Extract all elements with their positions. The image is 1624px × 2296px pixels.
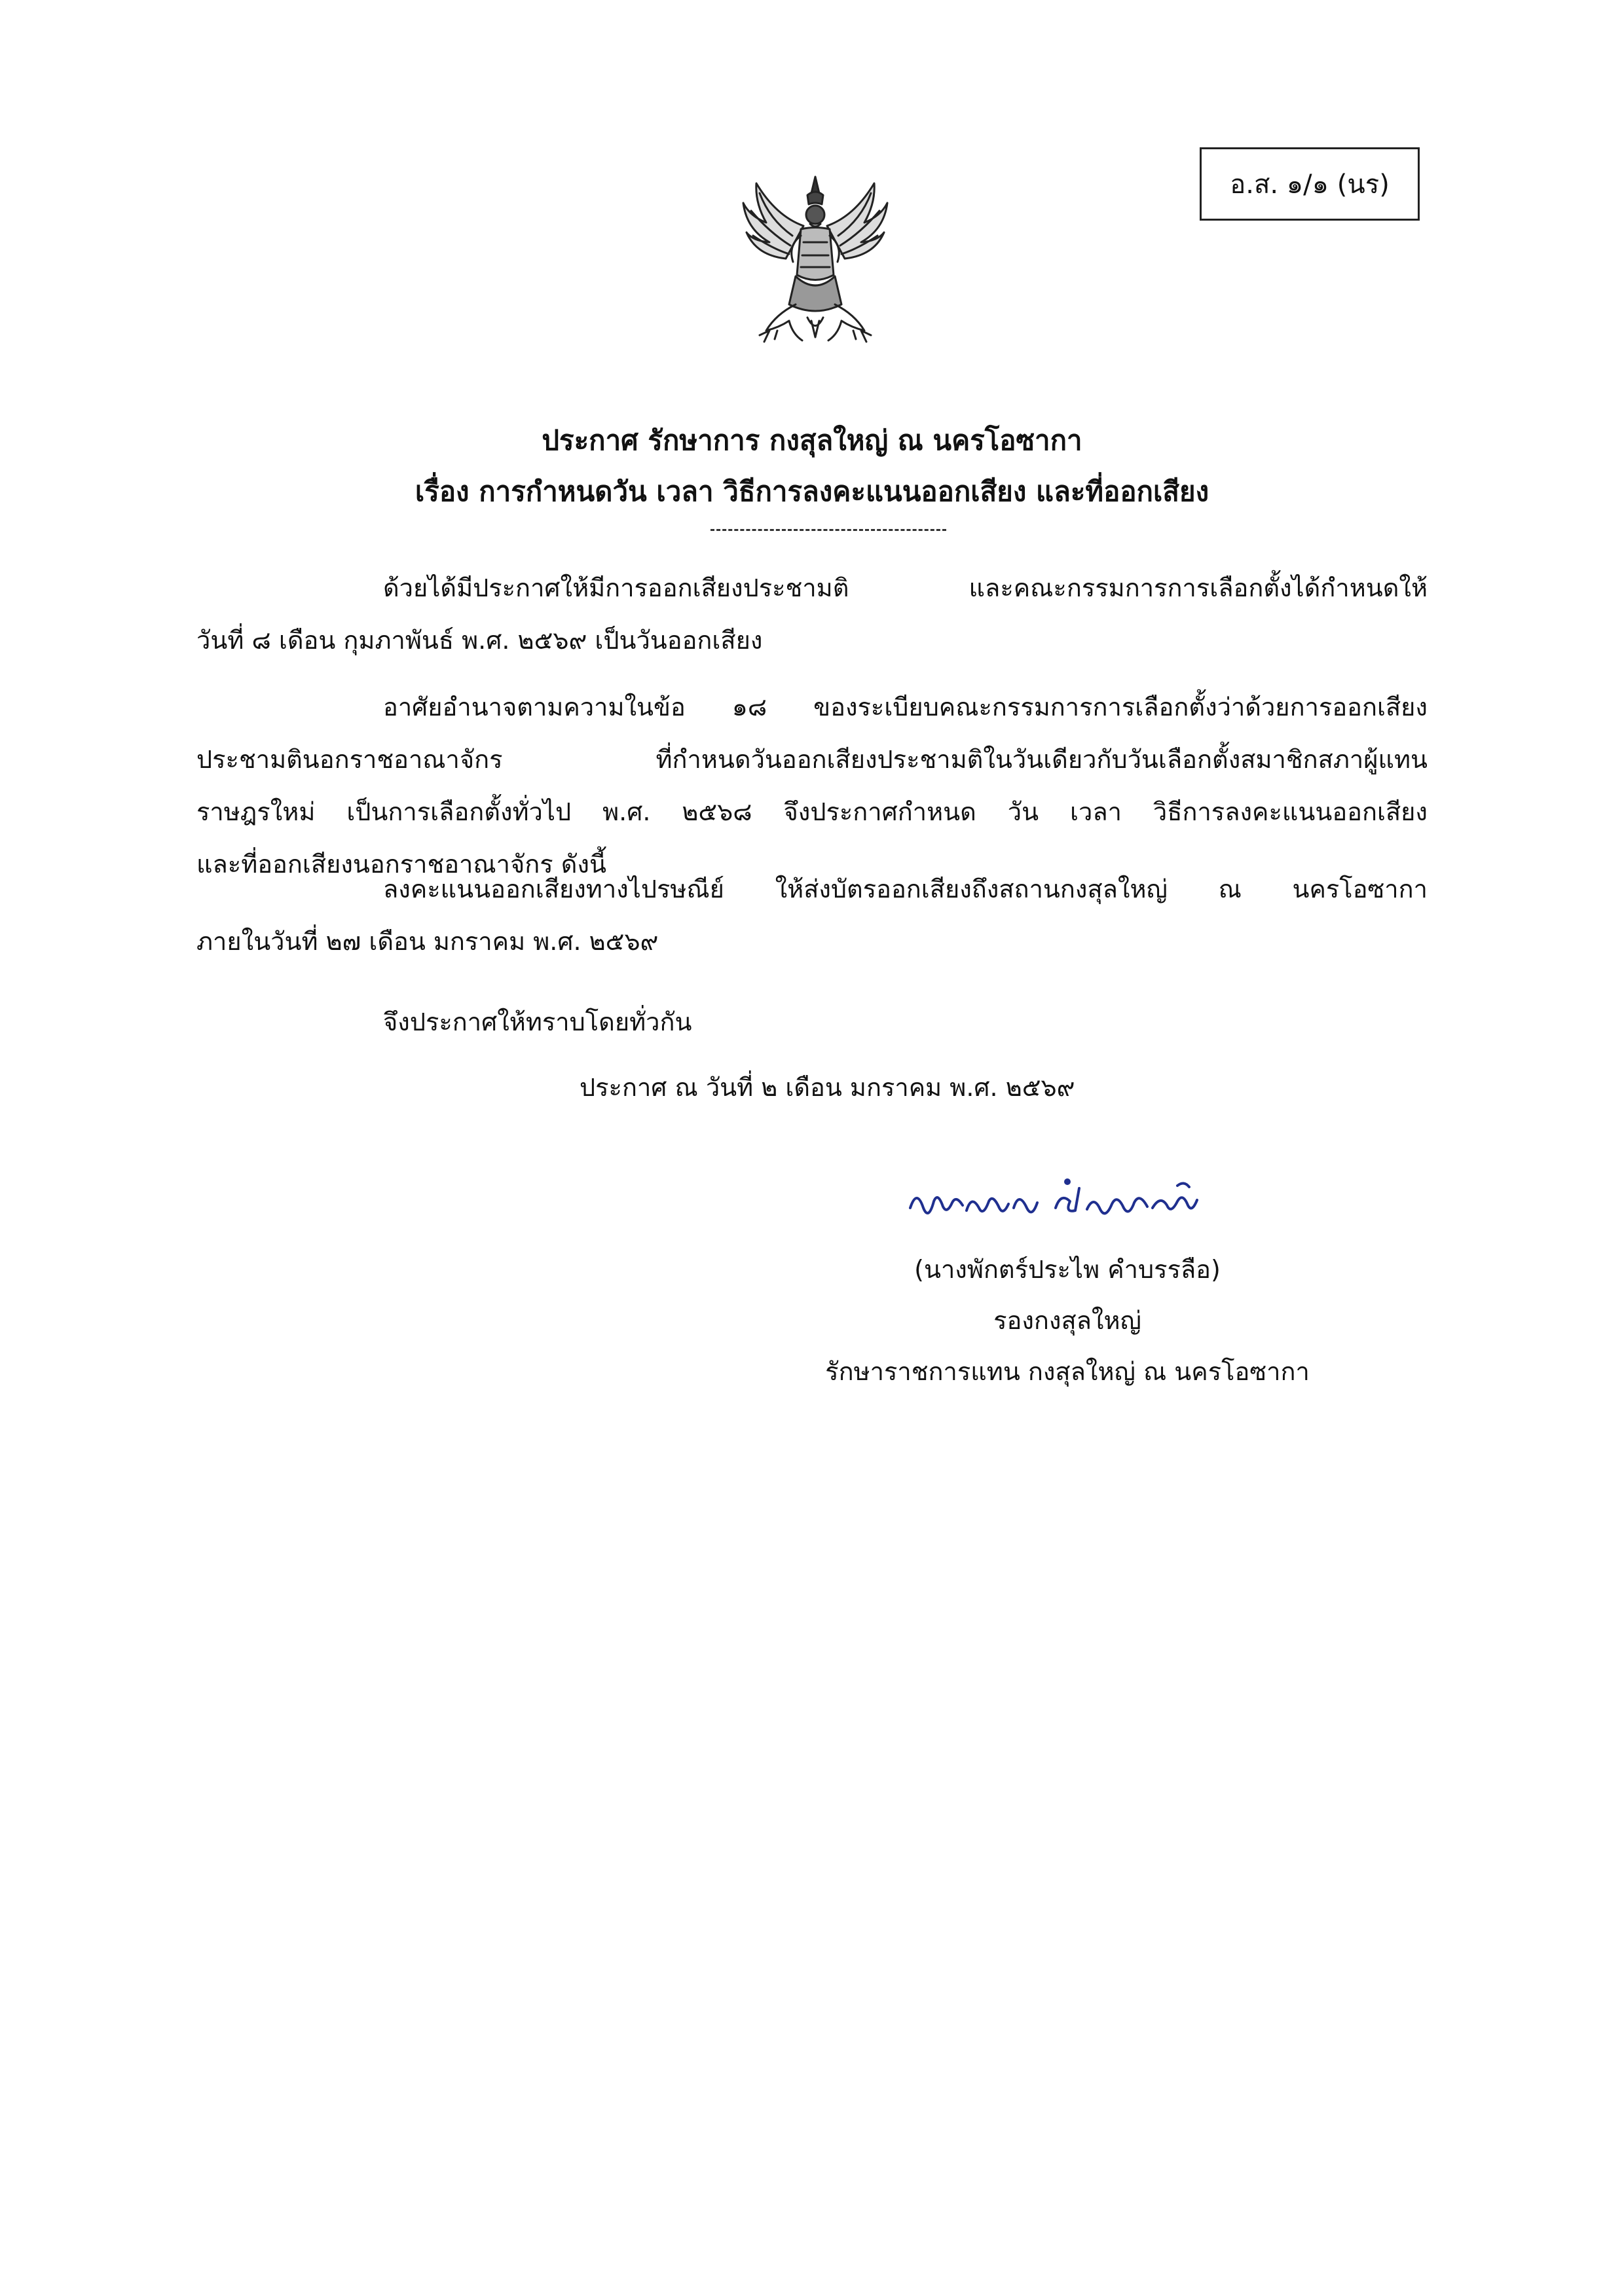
paragraph-2-line-4: และที่ออกเสียงนอกราชอาณาจักร ดังนี้ (196, 850, 606, 879)
announcement-subject: เรื่อง การกำหนดวัน เวลา วิธีการลงคะแนนออกเสียง และที่ออกเสียง (415, 475, 1209, 507)
form-code-box (1200, 147, 1420, 221)
form-code-text: อ.ส. ๑/๑ (นร) (1230, 170, 1390, 200)
paragraph-2-line-2: ประชามตินอกราชอาณาจักร ที่กำหนดวันออกเสียงประชามติในวันเดียวกับวันเลือกตั้งสมาชิกสภาผู้แทน (196, 745, 1428, 774)
garuda-emblem-icon (730, 164, 900, 354)
paragraph-3 (196, 863, 1428, 968)
paragraph-1 (196, 562, 1428, 666)
paragraph-1-line-1: ด้วยได้มีประกาศให้มีการออกเสียงประชามติ และคณะกรรมการการเลือกตั้งได้กำหนดให้ (383, 574, 1428, 602)
signatory-acting-for: รักษาราชการแทน กงสุลใหญ่ ณ นครโอซากา (825, 1357, 1310, 1386)
paragraph-2-line-1: อาศัยอำนาจตามความในข้อ ๑๘ ของระเบียบคณะกรรมการการเลือกตั้งว่าด้วยการออกเสียง (383, 693, 1428, 721)
handwritten-signature (904, 1162, 1231, 1241)
signatory-position: รองกงสุลใหญ่ (993, 1306, 1141, 1335)
signatory-block (819, 1244, 1316, 1397)
paragraph-3-line-2: ภายในวันที่ ๒๗ เดือน มกราคม พ.ศ. ๒๕๖๙ (196, 927, 659, 956)
closing-statement: จึงประกาศให้ทราบโดยทั่วกัน (383, 1008, 692, 1036)
paragraph-2-line-3: ราษฎรใหม่ เป็นการเลือกตั้งทั่วไป พ.ศ. ๒๕๖๘ จึงประกาศกำหนด วัน เวลา วิธีการลงคะแนนออกเสียง (196, 797, 1428, 826)
signatory-name: (นางพักตร์ประไพ คำบรรลือ) (914, 1255, 1221, 1284)
announcement-title: ประกาศ รักษาการ กงสุลใหญ่ ณ นครโอซากา (542, 424, 1082, 456)
paragraph-3-line-1: ลงคะแนนออกเสียงทางไปรษณีย์ ให้ส่งบัตรออกเสียงถึงสถานกงสุลใหญ่ ณ นครโอซากา (383, 875, 1428, 903)
title-divider (710, 529, 946, 531)
paragraph-1-line-2: วันที่ ๘ เดือน กุมภาพันธ์ พ.ศ. ๒๕๖๙ เป็นวันออกเสียง (196, 626, 763, 655)
paragraph-2 (196, 681, 1428, 890)
announcement-date: ประกาศ ณ วันที่ ๒ เดือน มกราคม พ.ศ. ๒๕๖๙ (580, 1073, 1075, 1102)
